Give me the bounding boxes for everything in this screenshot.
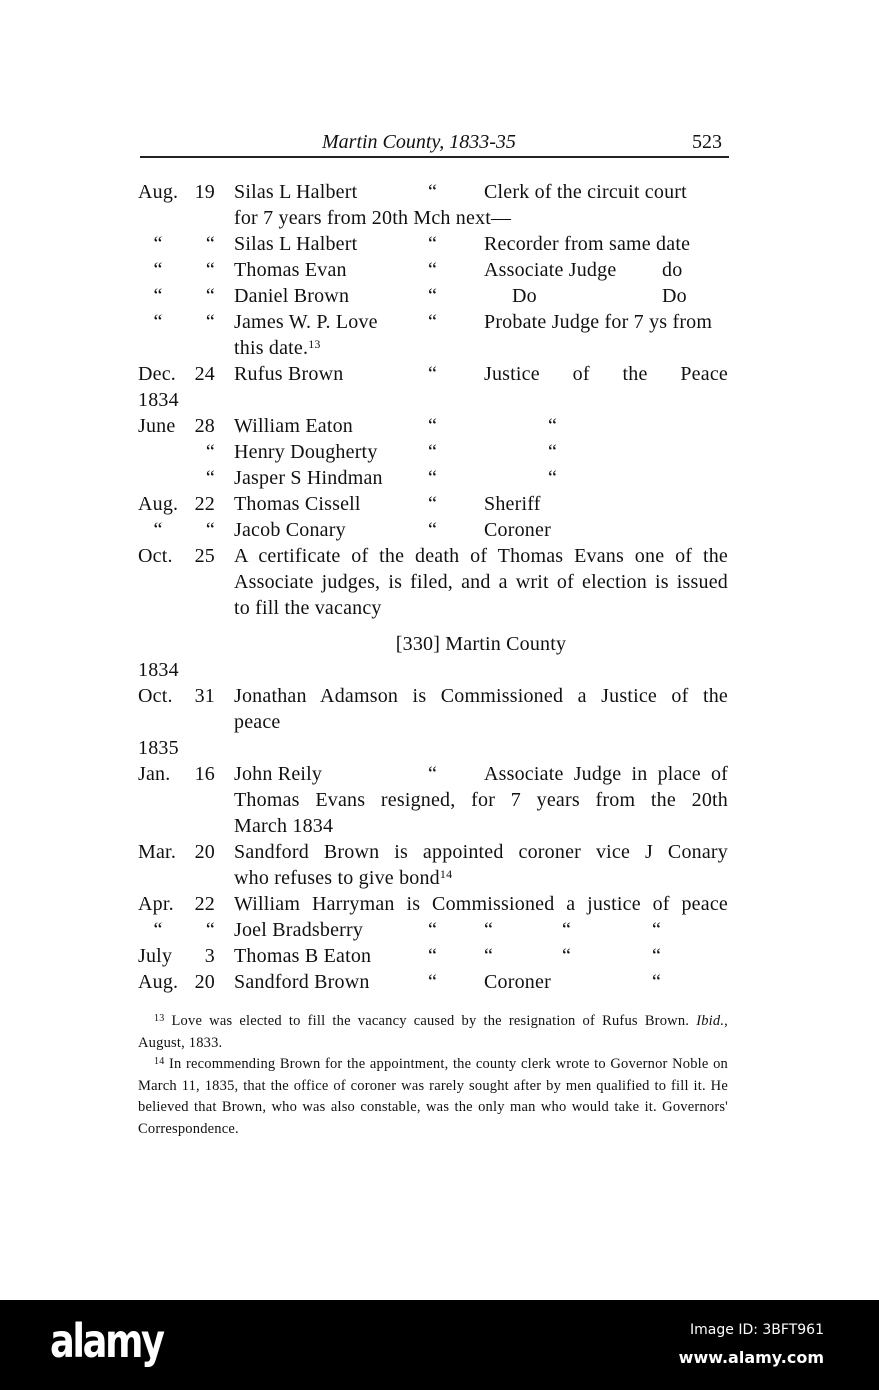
entry-day: “ <box>205 467 215 489</box>
entry-date: Jan. <box>138 763 171 785</box>
entry-text: Associate judges, is filed, and a writ of election is issued <box>234 571 728 593</box>
entry-office: Sheriff <box>484 493 541 515</box>
ditto-mark: “ <box>562 945 572 967</box>
entry-office: “ <box>652 945 662 967</box>
header-rule <box>140 156 729 158</box>
footnote-ref: 14 <box>439 867 453 881</box>
entry-office: Associate Judge <box>484 259 617 281</box>
entry-office: “ <box>484 919 494 941</box>
entry-name: Jasper S Hindman <box>234 467 383 489</box>
entry-name: Silas L Halbert <box>234 233 358 255</box>
ditto-mark: “ <box>428 363 438 385</box>
entry-office: Clerk of the circuit court <box>484 181 687 203</box>
entry-date: 1834 <box>138 659 179 681</box>
entry-office: “ <box>484 945 494 967</box>
ditto-mark: “ <box>428 285 438 307</box>
ditto-mark: “ <box>428 945 438 967</box>
entry-day: “ <box>205 259 215 281</box>
entry-date: Aug. <box>138 971 179 993</box>
ditto-mark: “ <box>428 233 438 255</box>
entry-day: 22 <box>194 493 215 515</box>
ditto-mark: “ <box>428 763 438 785</box>
entry-office: “ <box>548 415 558 437</box>
entry-office: Recorder from same date <box>484 233 691 255</box>
footnote-ref: 13 <box>308 337 321 351</box>
entry-day: 20 <box>194 971 215 993</box>
entry-day: 31 <box>194 685 215 707</box>
entry-date: “ <box>153 233 163 255</box>
watermark-bar <box>0 1300 879 1390</box>
entry-day: “ <box>205 285 215 307</box>
entry-continuation: peace <box>234 711 281 733</box>
entry-office: “ <box>652 971 662 993</box>
entry-day: 22 <box>194 893 215 915</box>
entry-name: Thomas Evan <box>234 259 347 281</box>
entry-date: 1835 <box>138 737 179 759</box>
ditto-mark: “ <box>428 467 438 489</box>
entry-date: “ <box>153 311 163 333</box>
page-number: 523 <box>692 131 722 153</box>
ditto-mark: “ <box>428 919 438 941</box>
entry-name: William Eaton <box>234 415 353 437</box>
entry-name: Thomas Cissell <box>234 493 361 515</box>
entry-text: Sandford Brown is appointed coroner vice J Conary <box>234 841 728 863</box>
entry-day: 19 <box>194 181 215 203</box>
entry-text: Thomas Evans resigned, for 7 years from the 20th <box>234 789 728 811</box>
entry-name: James W. P. Love <box>234 311 378 333</box>
entry-name: Henry Dougherty <box>234 441 378 463</box>
site-url: www.alamy.com <box>678 1348 824 1367</box>
entry-date: Aug. <box>138 493 179 515</box>
alamy-logo: alamy <box>50 1314 163 1368</box>
entry-date: Oct. <box>138 545 173 567</box>
ditto-mark: “ <box>562 919 572 941</box>
entry-date: “ <box>153 259 163 281</box>
entry-date: 1834 <box>138 389 179 411</box>
entry-office: do <box>662 259 683 281</box>
footnote-13: $^{13}$ Love was elected to fill the vacancy caused by the resignation of Rufus Brown. Ibid., August, 1833. <box>138 1013 728 1051</box>
entry-text: William Harryman is Commissioned a justice of peace <box>234 893 728 915</box>
entry-continuation: to fill the vacancy <box>234 597 382 619</box>
entry-text: Jonathan Adamson is Commissioned a Justice of the <box>234 685 728 707</box>
entry-day: 28 <box>194 415 215 437</box>
entry-date: “ <box>153 919 163 941</box>
entry-name: Silas L Halbert <box>234 181 358 203</box>
entry-name: Rufus Brown <box>234 363 344 385</box>
entry-day: 20 <box>194 841 215 863</box>
entry-day: “ <box>205 919 215 941</box>
image-id: Image ID: 3BFT961 <box>690 1322 824 1338</box>
entry-name: Jacob Conary <box>234 519 346 541</box>
entry-date: Dec. <box>138 363 176 385</box>
ditto-mark: “ <box>428 441 438 463</box>
entry-date: Apr. <box>138 893 174 915</box>
entry-office: Justice of the Peace <box>484 363 728 385</box>
entry-day: 25 <box>194 545 215 567</box>
entry-name: Thomas B Eaton <box>234 945 372 967</box>
entry-office: Do <box>512 285 537 307</box>
ditto-mark: “ <box>428 181 438 203</box>
entry-office: Do <box>662 285 687 307</box>
entry-day: “ <box>205 441 215 463</box>
ditto-mark: “ <box>428 311 438 333</box>
entry-day: 16 <box>194 763 215 785</box>
entry-date: July <box>138 945 173 967</box>
entry-continuation: March 1834 <box>234 815 334 837</box>
entry-name: Joel Bradsberry <box>234 919 364 941</box>
entry-day: “ <box>205 233 215 255</box>
ditto-mark: “ <box>428 493 438 515</box>
entry-date: “ <box>153 285 163 307</box>
entry-office: “ <box>548 441 558 463</box>
entry-office: Associate Judge in place of <box>484 763 728 785</box>
entry-office: Coroner <box>484 519 551 541</box>
entry-office: “ <box>652 919 662 941</box>
entry-date: Mar. <box>138 841 177 863</box>
entry-name: Sandford Brown <box>234 971 370 993</box>
entry-date: “ <box>153 519 163 541</box>
entry-date: Oct. <box>138 685 173 707</box>
section-heading: [330] Martin County <box>395 633 567 655</box>
entry-continuation: for 7 years from 20th Mch next— <box>234 207 512 229</box>
entry-day: “ <box>205 311 215 333</box>
footnote-14: $^{14}$ In recommending Brown for the appointment, the county clerk wrote to Governor Noble on March 11, 1835, that the office of coroner was rarely sought after by men qualified to fill it. He believed that Brown, who was also constable, was the only man who would take it. Governors' Correspondence. <box>138 1056 729 1137</box>
entry-name: Daniel Brown <box>234 285 350 307</box>
entry-day: “ <box>205 519 215 541</box>
ditto-mark: “ <box>428 415 438 437</box>
entry-office: Probate Judge for 7 ys from <box>484 311 713 333</box>
entry-day: 24 <box>194 363 215 385</box>
ditto-mark: “ <box>428 971 438 993</box>
entry-name: John Reily <box>234 763 323 785</box>
entry-date: Aug. <box>138 181 179 203</box>
footnotes <box>138 1011 728 1140</box>
ditto-mark: “ <box>428 519 438 541</box>
entry-day: 3 <box>204 945 215 967</box>
running-title: Martin County, 1833-35 <box>322 131 516 153</box>
ditto-mark: “ <box>428 259 438 281</box>
entry-text: A certificate of the death of Thomas Evans one of the <box>234 545 728 567</box>
entry-continuation: who refuses to give bond$^{14}$ <box>234 867 453 889</box>
entry-continuation: this date.$^{13}$ <box>234 337 321 359</box>
entry-date: June <box>138 415 176 437</box>
entry-office: Coroner <box>484 971 551 993</box>
entry-office: “ <box>548 467 558 489</box>
